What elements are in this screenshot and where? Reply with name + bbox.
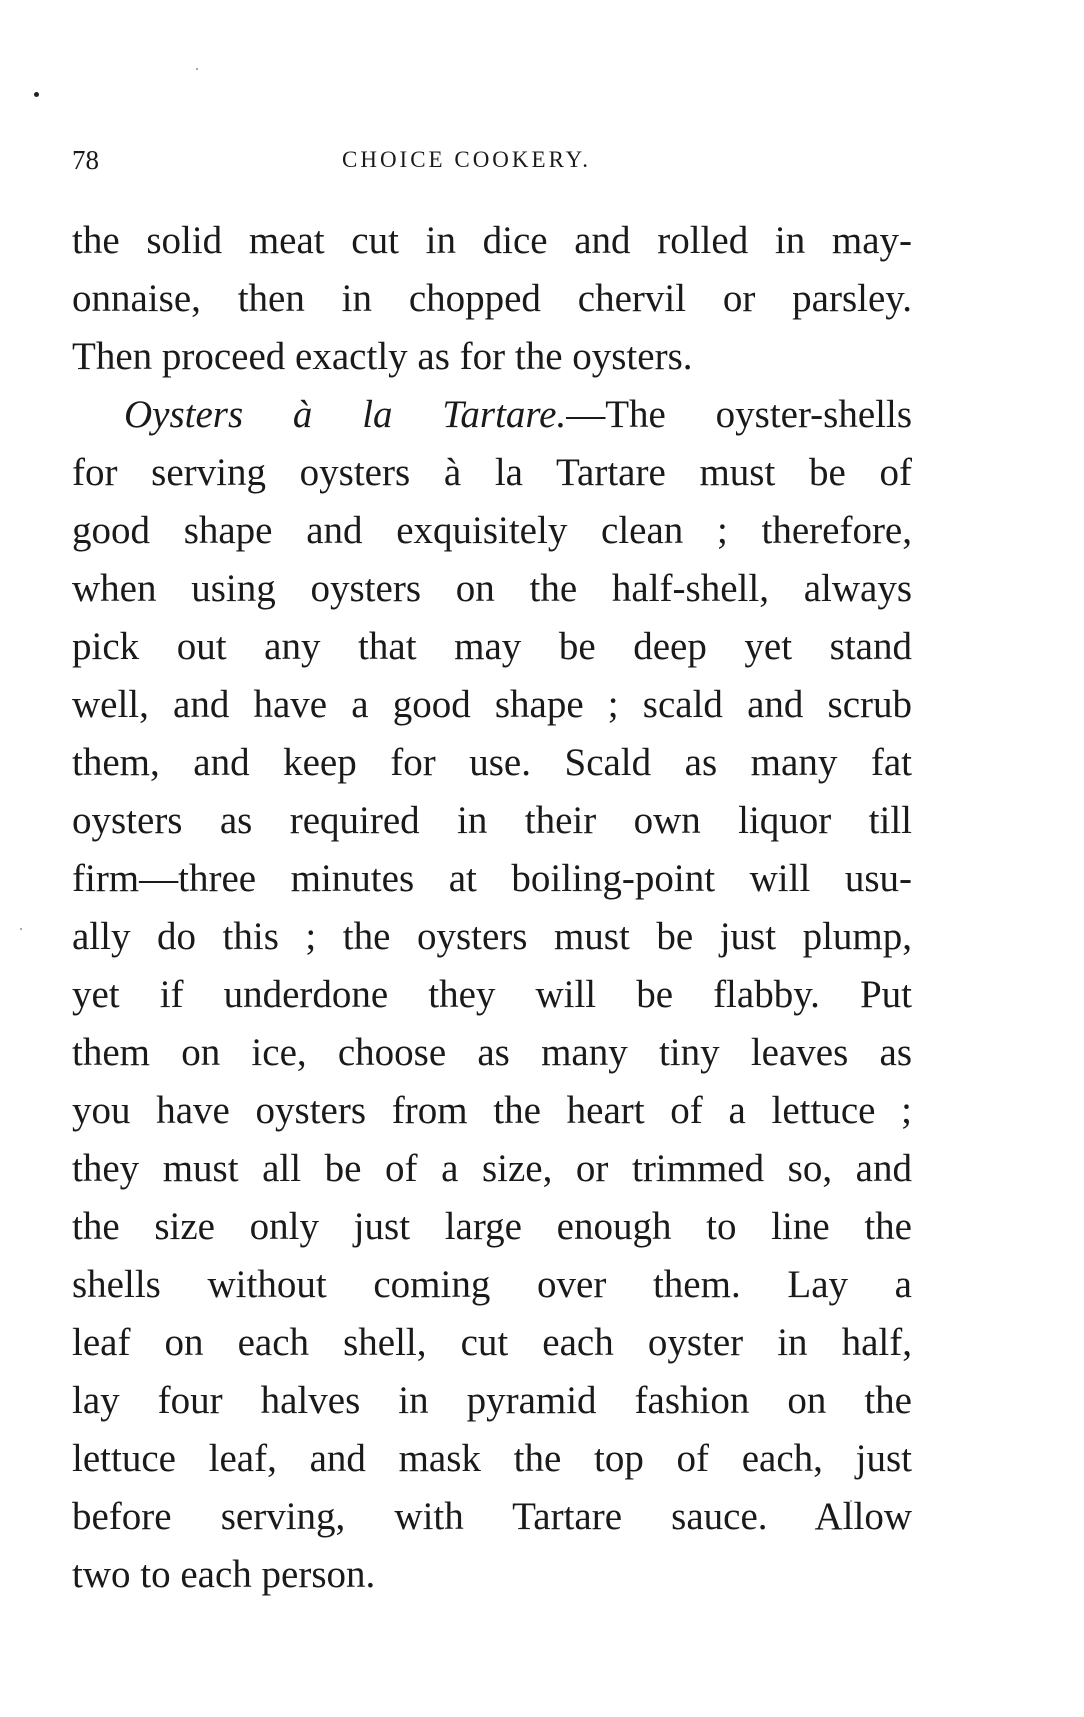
print-speck <box>34 92 39 97</box>
text-line: them on ice, choose as many tiny leaves as <box>72 1031 912 1074</box>
text-line: yet if underdone they will be flabby. Put <box>72 973 912 1016</box>
text-line: the solid meat cut in dice and rolled in may- <box>72 219 912 262</box>
text-line: them, and keep for use. Scald as many fat <box>72 741 912 784</box>
text-line: you have oysters from the heart of a lettuce ; <box>72 1089 912 1132</box>
text-line: when using oysters on the half-shell, always <box>72 567 912 610</box>
text-line: onnaise, then in chopped chervil or parsley. <box>72 277 912 320</box>
text-line: for serving oysters à la Tartare must be of <box>72 451 912 494</box>
print-speck <box>20 928 22 930</box>
text-line: lay four halves in pyramid fashion on the <box>72 1379 912 1422</box>
text-line: pick out any that may be deep yet stand <box>72 625 912 668</box>
page-number: 78 <box>72 145 99 175</box>
recipe-title: Oysters à la Tartare. <box>124 393 567 436</box>
text-line: shells without coming over them. Lay a <box>72 1263 912 1306</box>
text-line: Then proceed exactly as for the oysters. <box>72 335 693 378</box>
text-line: good shape and exquisitely clean ; therefore, <box>72 509 912 552</box>
recipe-heading-line <box>72 386 912 444</box>
text-line: lettuce leaf, and mask the top of each, just <box>72 1437 912 1480</box>
text-line: the size only just large enough to line the <box>72 1205 912 1248</box>
running-head: CHOICE COOKERY. <box>342 147 592 172</box>
body-text <box>72 212 912 1604</box>
recipe-title-continuation: —The oyster-shells <box>566 393 912 436</box>
text-line: ally do this ; the oysters must be just plump, <box>72 915 912 958</box>
text-line: firm—three minutes at boiling-point will usu- <box>72 857 912 900</box>
text-line: before serving, with Tartare sauce. Allow <box>72 1495 912 1538</box>
text-line: oysters as required in their own liquor till <box>72 799 912 842</box>
page-header <box>72 140 912 180</box>
text-line: they must all be of a size, or trimmed so, and <box>72 1147 912 1190</box>
text-line: two to each person. <box>72 1553 376 1596</box>
text-line: leaf on each shell, cut each oyster in half, <box>72 1321 912 1364</box>
text-line: well, and have a good shape ; scald and scrub <box>72 683 912 726</box>
print-speck <box>196 68 198 70</box>
